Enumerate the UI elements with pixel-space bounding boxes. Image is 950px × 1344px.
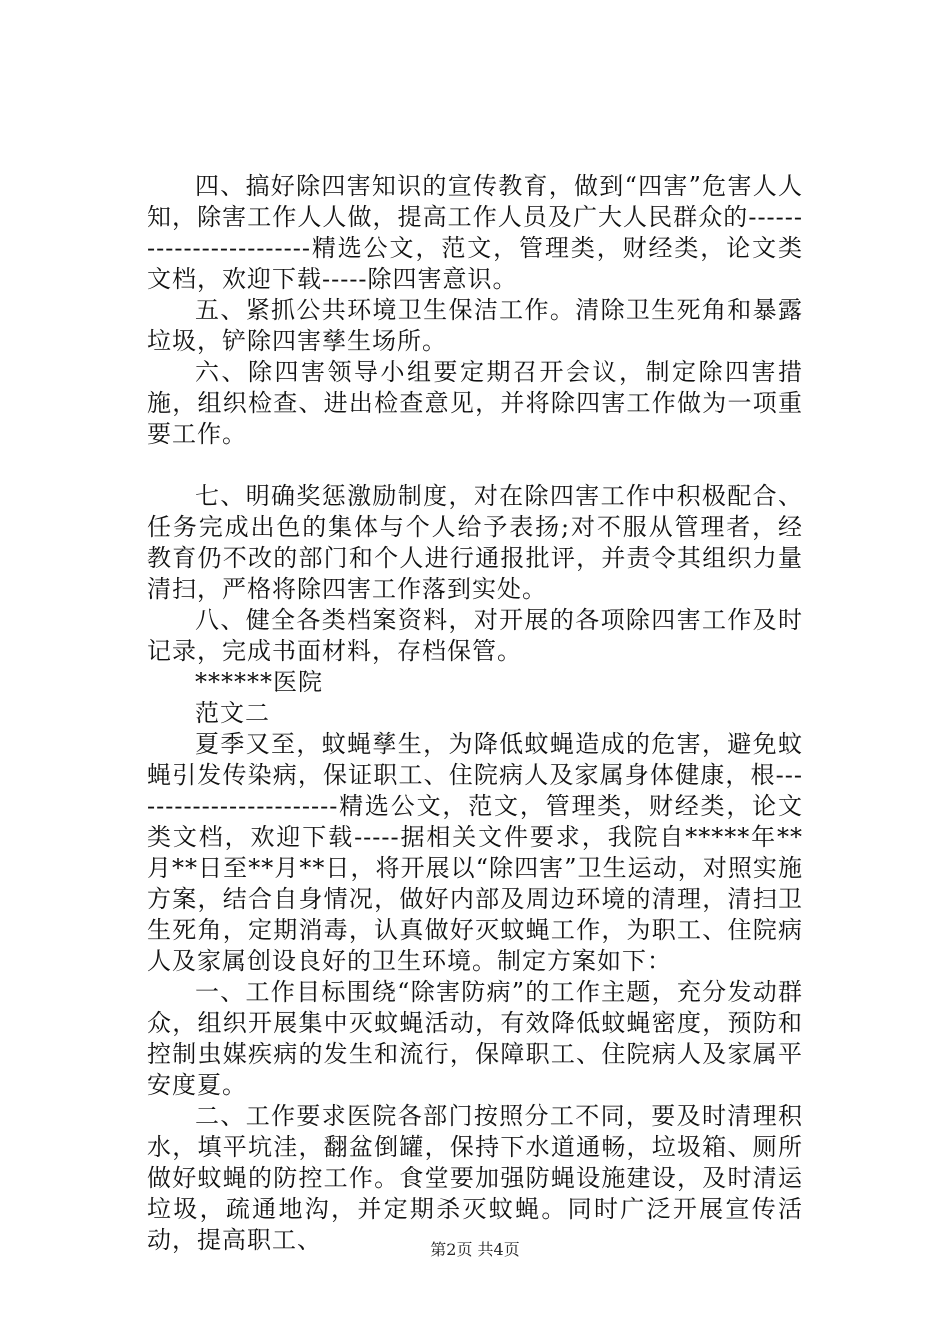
paragraph-intro: 夏季又至，蚊蝇孳生，为降低蚊蝇造成的危害，避免蚊蝇引发传染病，保证职工、住院病人及家属身体健康，根------------------------精选公文，范文，管理类，财经类，论文类文档，欢迎下载-----据相关文件要求，我院自*****年**月**日至**月**日，将开展以“除四害”卫生运动，对照实施方案，结合自身情况，做好内部及周边环境的清理，清扫卫生死角，定期消毒，认真做好灭蚊蝇工作，为职工、住院病人及家属创设良好的卫生环境。制定方案如下： bbox=[147, 730, 803, 975]
paragraph-requirements: 二、工作要求医院各部门按照分工不同，要及时清理积水，填平坑洼，翻盆倒罐，保持下水道通畅，垃圾箱、厕所做好蚊蝇的防控工作。食堂要加强防蝇设施建设，及时清运垃圾，疏通地沟，并定期杀灭蚊蝇。同时广泛开展宣传活动，提高职工、 bbox=[147, 1102, 803, 1254]
paragraph-7: 七、明确奖惩激励制度，对在除四害工作中积极配合、任务完成出色的集体与个人给予表扬;对不服从管理者，经教育仍不改的部门和个人进行通报批评，并责令其组织力量清扫，严格将除四害工作落到实处。 bbox=[147, 482, 803, 603]
paragraph-8: 八、健全各类档案资料，对开展的各项除四害工作及时记录，完成书面材料，存档保管。 bbox=[147, 606, 803, 665]
section-heading-sample-two: 范文二 bbox=[195, 699, 270, 727]
paragraph-6: 六、除四害领导小组要定期召开会议，制定除四害措施，组织检查、进出检查意见，并将除四害工作做为一项重要工作。 bbox=[147, 358, 803, 448]
signature-hospital: ******医院 bbox=[195, 668, 323, 696]
paragraph-goal: 一、工作目标围绕“除害防病”的工作主题，充分发动群众，组织开展集中灭蚊蝇活动，有效降低蚊蝇密度，预防和控制虫媒疾病的发生和流行，保障职工、住院病人及家属平安度夏。 bbox=[147, 978, 803, 1099]
paragraph-5: 五、紧抓公共环境卫生保洁工作。清除卫生死角和暴露垃圾，铲除四害孳生场所。 bbox=[147, 296, 803, 355]
page-number-footer: 第2页 共4页 bbox=[430, 1240, 520, 1259]
paragraph-4: 四、搞好除四害知识的宣传教育，做到“四害”危害人人知，除害工作人人做，提高工作人员及广大人民群众的------------------------精选公文，范文，管理类，财经类，论文类文档，欢迎下载-----除四害意识。 bbox=[147, 172, 803, 293]
document-body bbox=[147, 171, 803, 1256]
